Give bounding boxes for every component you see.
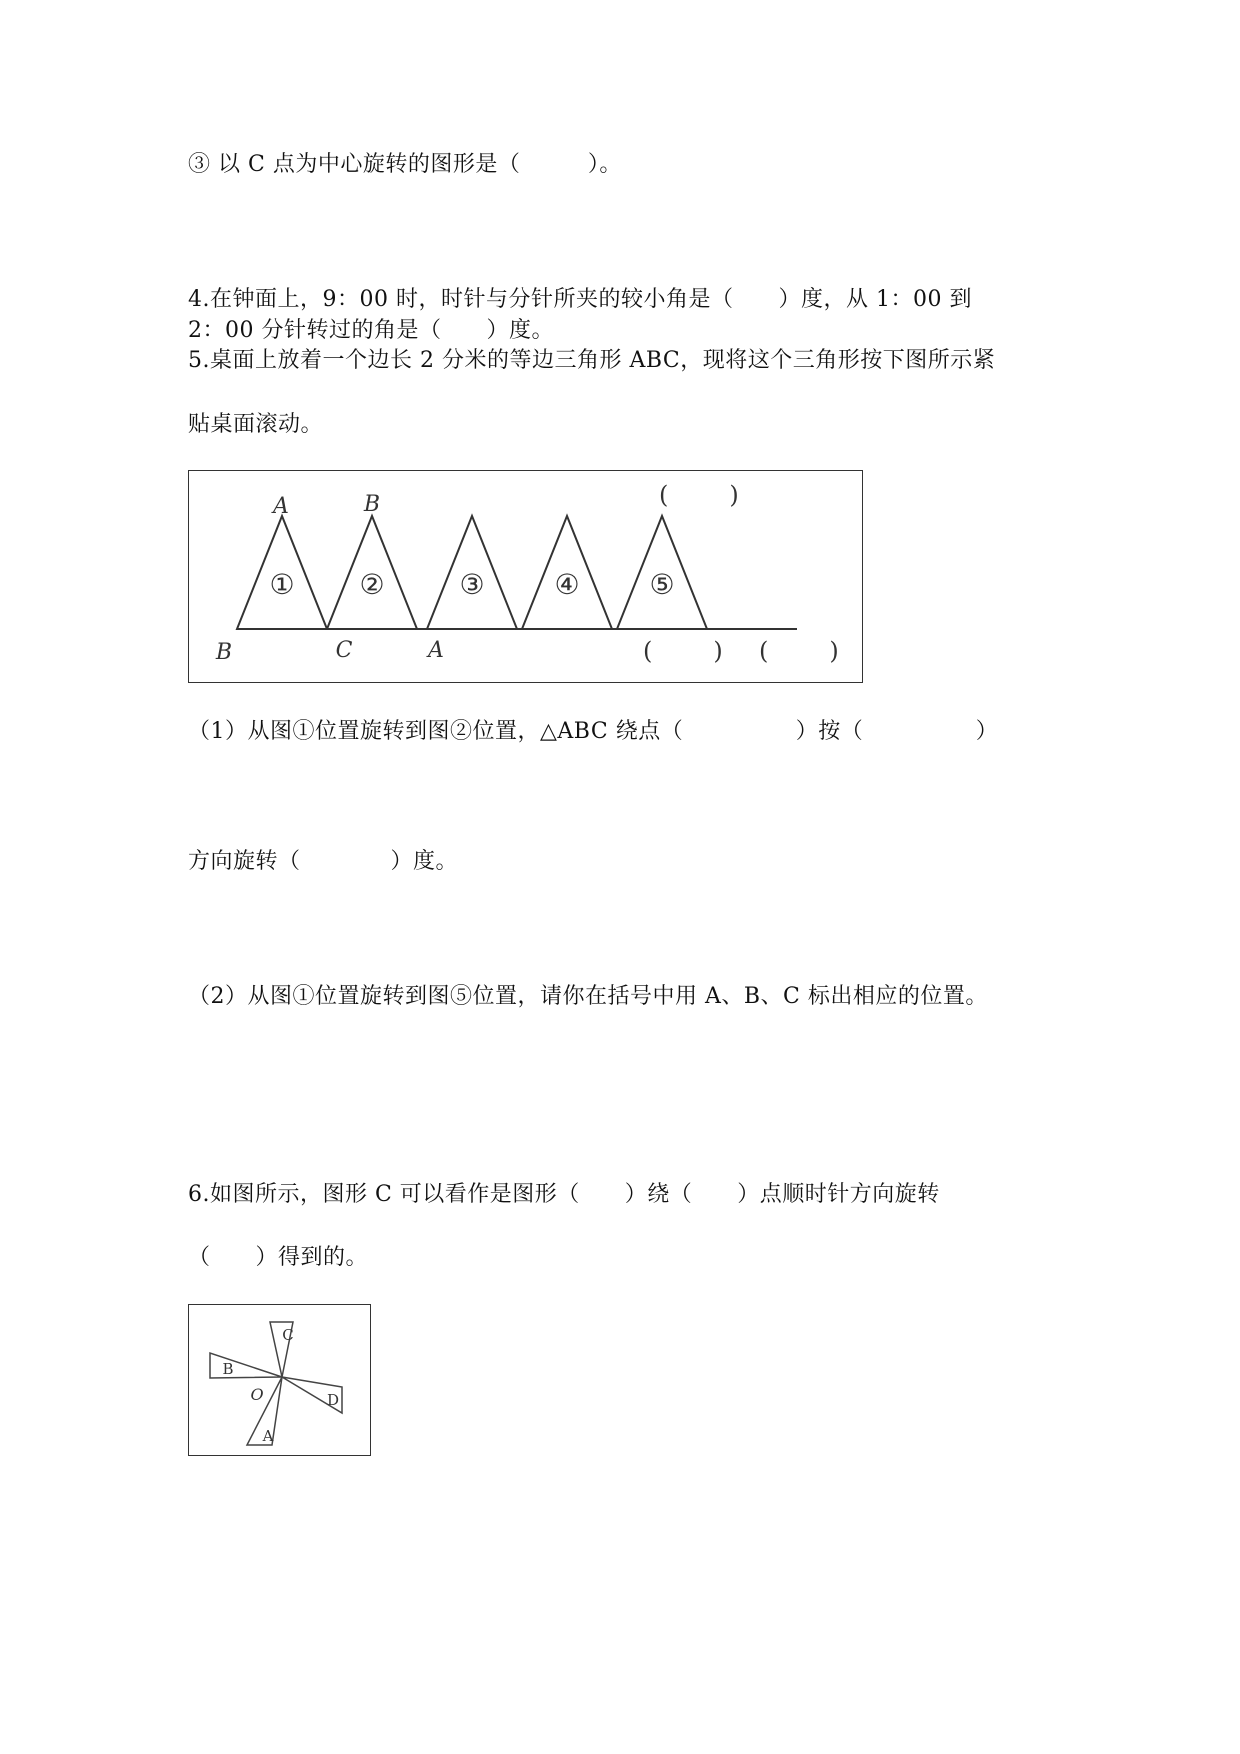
- q4-text-line1: 4.在钟面上，9：00 时，时针与分针所夹的较小角是（ ）度，从 1：00 到: [188, 287, 972, 312]
- vertex-label-bottom-c: C: [335, 638, 353, 663]
- triangle-number-4: ④: [554, 568, 580, 601]
- vertex-label-bottom-a: A: [428, 638, 444, 663]
- q6-text-line1: 6.如图所示，图形 C 可以看作是图形（ ）绕（ ）点顺时针方向旋转: [188, 1182, 940, 1207]
- q5-part1-line2: 方向旋转（ ）度。: [188, 849, 459, 874]
- answer-blank-bottom-left[interactable]: ( ): [643, 637, 723, 665]
- rolling-triangles-figure: [188, 470, 863, 683]
- triangle-b: [210, 1353, 282, 1378]
- pinwheel-label-d: D: [326, 1391, 340, 1409]
- pinwheel-label-b: B: [222, 1360, 234, 1378]
- vertex-label-bottom-b: B: [215, 640, 233, 665]
- pinwheel-label-o: O: [250, 1385, 264, 1404]
- q5-text-line2: 贴桌面滚动。: [188, 412, 324, 437]
- answer-blank-top[interactable]: ( ): [659, 481, 739, 509]
- rolling-triangles-svg: [189, 471, 864, 684]
- q5-text-line1: 5.桌面上放着一个边长 2 分米的等边三角形 ABC，现将这个三角形按下图所示紧: [188, 348, 996, 373]
- pinwheel-figure: [188, 1304, 371, 1456]
- vertex-label-top-a: A: [273, 494, 289, 519]
- q5-part2-text: （2）从图①位置旋转到图⑤位置，请你在括号中用 A、B、C 标出相应的位置。: [188, 984, 988, 1009]
- pinwheel-svg: [189, 1305, 372, 1457]
- pinwheel-label-c: C: [282, 1326, 294, 1344]
- triangle-number-3: ③: [459, 568, 485, 601]
- triangle-number-1: ①: [269, 568, 295, 601]
- q4-text-line2: 2：00 分针转过的角是（ ）度。: [188, 318, 554, 343]
- answer-blank-bottom-right[interactable]: ( ): [759, 637, 839, 665]
- q3-item3-text: ③ 以 C 点为中心旋转的图形是（ ）。: [188, 152, 622, 177]
- vertex-label-top-b: B: [363, 492, 381, 517]
- q6-text-line2: （ ）得到的。: [188, 1245, 369, 1270]
- q5-part1-line1: （1）从图①位置旋转到图②位置，△ABC 绕点（ ）按（ ）: [188, 719, 999, 744]
- triangle-number-5: ⑤: [649, 568, 675, 601]
- triangle-number-2: ②: [359, 568, 385, 601]
- pinwheel-label-a: A: [262, 1427, 274, 1445]
